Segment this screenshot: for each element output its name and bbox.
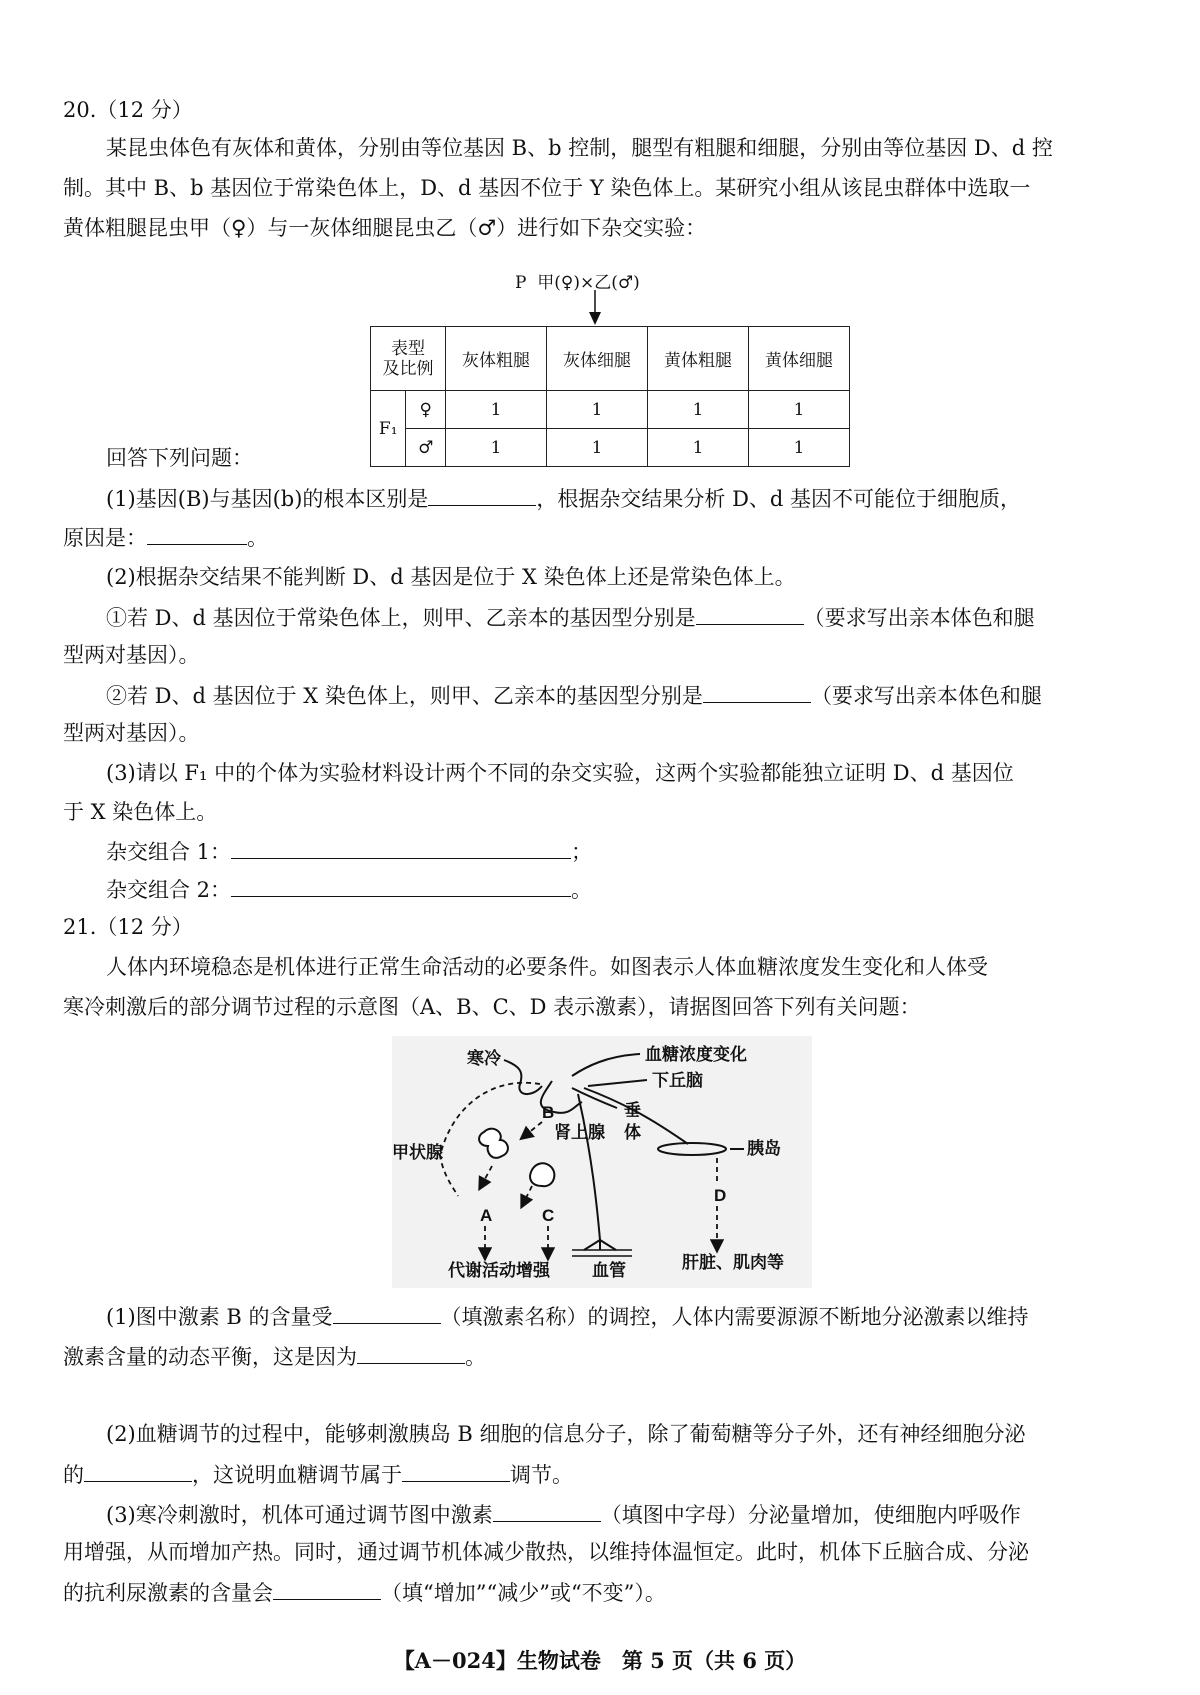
q21-p1d: 。 — [465, 1345, 486, 1369]
answer-blank[interactable] — [493, 1499, 601, 1522]
combo1-label: 杂交组合 1： — [106, 840, 232, 864]
value-cell: 1 — [547, 391, 648, 429]
cross-label — [515, 268, 640, 293]
q21-p3e: （填“增加”“减少”或“不变”）。 — [381, 1581, 666, 1605]
corner-top: 表型 — [391, 338, 425, 359]
answer-blank[interactable] — [84, 1459, 192, 1482]
q21-stem-1: 人体内环境稳态是机体进行正常生命活动的必要条件。如图表示人体血糖浓度发生变化和人体受 — [106, 955, 988, 979]
q20-part2-2-line1 — [106, 680, 1042, 711]
cross-parents: 甲(♀)×乙(♂) — [537, 273, 640, 293]
answer-blank[interactable] — [231, 874, 571, 897]
sex-cell: ♀ — [406, 391, 446, 429]
q20-part3-line2: 于 X 染色体上。 — [63, 800, 218, 824]
q21-p2d: 调节。 — [510, 1463, 573, 1487]
label-thyroid: 甲状腺 — [392, 1143, 443, 1162]
label-glucose-change: 血糖浓度变化 — [645, 1045, 747, 1064]
value-cell: 1 — [648, 391, 749, 429]
q21-p2c: ，这说明血糖调节属于 — [192, 1463, 402, 1487]
label-liver-muscle: 肝脏、肌肉等 — [682, 1253, 784, 1272]
q21-p1a: (1)图中激素 B 的含量受 — [106, 1305, 333, 1329]
label-vessel: 血管 — [592, 1261, 626, 1280]
label-hypothalamus: 下丘脑 — [652, 1071, 703, 1090]
value-cell: 1 — [749, 429, 850, 467]
q20-header: 20.（12 分） — [63, 98, 193, 122]
cross-p: P — [515, 273, 527, 293]
q20-part2-1-line2: 型两对基因）。 — [63, 643, 200, 667]
value-cell: 1 — [446, 429, 547, 467]
q20-stem-2: 制。其中 B、b 基因位于常染色体上，D、d 基因不位于 Y 染色体上。某研究小组从该昆虫群体中选取一 — [63, 176, 1031, 200]
label-C: C — [542, 1206, 555, 1225]
q20-p1d: 。 — [247, 526, 268, 550]
value-cell: 1 — [547, 429, 648, 467]
table-corner — [371, 327, 446, 391]
q21-p3a: (3)寒冷刺激时，机体可通过调节图中激素 — [106, 1503, 493, 1527]
header-cell: 黄体粗腿 — [648, 327, 749, 391]
label-cold: 寒冷 — [467, 1049, 501, 1068]
adrenal-gland — [530, 1163, 554, 1186]
answer-blank[interactable] — [703, 680, 811, 703]
header-cell: 黄体细腿 — [749, 327, 850, 391]
label-D: D — [714, 1186, 727, 1205]
q20-p2-1a: ①若 D、d 基因位于常染色体上，则甲、乙亲本的基因型分别是 — [106, 606, 696, 630]
cross-arrow — [588, 290, 602, 326]
q20-combo2 — [106, 874, 592, 905]
answer-blank[interactable] — [147, 522, 247, 545]
label-pituitary-2: 体 — [624, 1123, 641, 1142]
value-cell: 1 — [749, 391, 850, 429]
answer-blank[interactable] — [231, 836, 571, 859]
q21-part1-line2 — [63, 1341, 486, 1372]
q20-stem-3: 黄体粗腿昆虫甲（♀）与一灰体细腿昆虫乙（♂）进行如下杂交实验： — [63, 216, 707, 240]
label-pituitary-1: 垂 — [624, 1101, 641, 1120]
q20-p1b: ，根据杂交结果分析 D、d 基因不可能位于细胞质， — [536, 487, 1022, 511]
regulation-diagram — [392, 1036, 812, 1288]
q21-header: 21.（12 分） — [63, 915, 193, 939]
combo1-end: ； — [571, 840, 593, 864]
q20-part2-1-line1 — [106, 602, 1035, 633]
corner-bottom: 及比例 — [382, 358, 434, 379]
cross-results-table — [370, 326, 850, 467]
q20-prompt: 回答下列问题： — [106, 446, 253, 470]
q21-part3-line3 — [63, 1577, 666, 1608]
answer-blank[interactable] — [696, 602, 804, 625]
q21-p2b: 的 — [63, 1463, 84, 1487]
q21-stem-2: 寒冷刺激后的部分调节过程的示意图（A、B、C、D 表示激素），请据图回答下列有关问题： — [63, 995, 921, 1019]
q20-p2-2a: ②若 D、d 基因位于 X 染色体上，则甲、乙亲本的基因型分别是 — [106, 684, 703, 708]
sex-cell: ♂ — [406, 429, 446, 467]
q21-part2-line1: (2)血糖调节的过程中，能够刺激胰岛 B 细胞的信息分子，除了葡萄糖等分子外，还有神经细胞分泌 — [106, 1422, 1026, 1446]
q20-p1c: 原因是： — [63, 526, 147, 550]
label-metabolism: 代谢活动增强 — [448, 1261, 550, 1280]
q20-part3-line1: (3)请以 F₁ 中的个体为实验材料设计两个不同的杂交实验，这两个实验都能独立证明 D、d 基因位 — [106, 761, 1014, 785]
q20-part1-line2 — [63, 522, 268, 553]
q20-stem-1: 某昆虫体色有灰体和黄体，分别由等位基因 B、b 控制，腿型有粗腿和细腿，分别由等位基因 D、d 控 — [106, 136, 1053, 160]
combo2-end: 。 — [571, 878, 593, 902]
header-cell: 灰体粗腿 — [446, 327, 547, 391]
label-A: A — [480, 1206, 493, 1225]
q21-p3b: （填图中字母）分泌量增加，使细胞内呼吸作 — [600, 1503, 1021, 1527]
q20-p2-2b: （要求写出亲本体色和腿 — [810, 684, 1042, 708]
label-adrenal: 肾上腺 — [554, 1123, 605, 1142]
q20-part2-2-line2: 型两对基因）。 — [63, 721, 200, 745]
q20-p2-1b: （要求写出亲本体色和腿 — [803, 606, 1035, 630]
header-cell: 灰体细腿 — [547, 327, 648, 391]
q21-part3-line2: 用增强，从而增加产热。同时，通过调节机体减少散热，以维持体温恒定。此时，机体下丘脑合成、分泌 — [63, 1540, 1029, 1564]
q20-combo1 — [106, 836, 592, 867]
label-islet: 胰岛 — [747, 1139, 781, 1158]
answer-blank[interactable] — [333, 1301, 441, 1324]
value-cell: 1 — [648, 429, 749, 467]
q21-p1b: （填激素名称）的调控，人体内需要源源不断地分泌激素以维持 — [440, 1305, 1029, 1329]
value-cell: 1 — [446, 391, 547, 429]
answer-blank[interactable] — [402, 1459, 510, 1482]
answer-blank[interactable] — [357, 1341, 465, 1364]
label-B: B — [542, 1103, 555, 1122]
q20-part2: (2)根据杂交结果不能判断 D、d 基因是位于 X 染色体上还是常染色体上。 — [106, 565, 796, 589]
q21-part1-line1 — [106, 1301, 1029, 1332]
q21-p1c: 激素含量的动态平衡，这是因为 — [63, 1345, 357, 1369]
answer-blank[interactable] — [428, 483, 536, 506]
combo2-label: 杂交组合 2： — [106, 878, 232, 902]
answer-blank[interactable] — [273, 1577, 381, 1600]
q20-p1a: (1)基因(B)与基因(b)的根本区别是 — [106, 487, 429, 511]
q21-part3-line1 — [106, 1499, 1021, 1530]
q21-part2-line2 — [63, 1459, 573, 1490]
generation-cell: F₁ — [371, 391, 406, 467]
q21-p3d: 的抗利尿激素的含量会 — [63, 1581, 273, 1605]
q20-part1-line1 — [106, 483, 1021, 514]
page-footer: 【A－024】生物试卷 第 5 页（共 6 页） — [393, 1648, 807, 1673]
